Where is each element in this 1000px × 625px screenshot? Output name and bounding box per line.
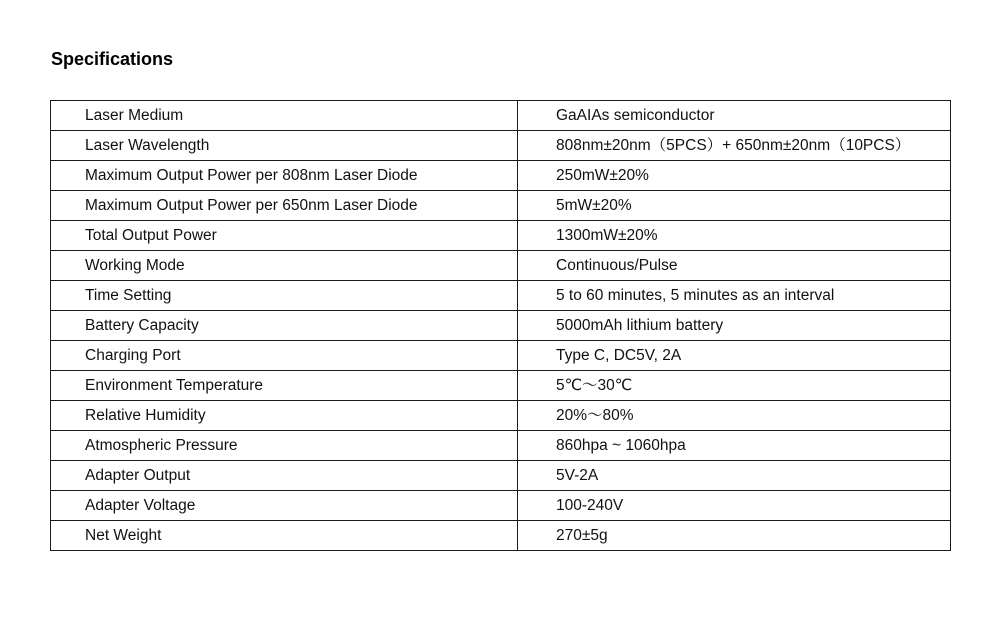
- spec-value: 270±5g: [518, 521, 951, 551]
- table-row: [51, 221, 951, 251]
- table-row: [51, 491, 951, 521]
- table-row: [51, 371, 951, 401]
- specifications-table: [50, 100, 951, 551]
- table-row: [51, 161, 951, 191]
- spec-value: 100-240V: [518, 491, 951, 521]
- spec-label: Atmospheric Pressure: [51, 431, 518, 461]
- spec-value: 5V-2A: [518, 461, 951, 491]
- spec-label: Battery Capacity: [51, 311, 518, 341]
- spec-label: Net Weight: [51, 521, 518, 551]
- table-row: [51, 431, 951, 461]
- spec-value: 808nm±20nm（5PCS）+ 650nm±20nm（10PCS）: [518, 131, 951, 161]
- spec-value: Type C, DC5V, 2A: [518, 341, 951, 371]
- spec-label: Time Setting: [51, 281, 518, 311]
- spec-label: Environment Temperature: [51, 371, 518, 401]
- spec-value: 5℃～30℃: [518, 371, 951, 401]
- spec-label: Working Mode: [51, 251, 518, 281]
- spec-value: 1300mW±20%: [518, 221, 951, 251]
- spec-value: GaAIAs semiconductor: [518, 101, 951, 131]
- spec-value: 20%～80%: [518, 401, 951, 431]
- spec-value: 5000mAh lithium battery: [518, 311, 951, 341]
- spec-label: Maximum Output Power per 808nm Laser Diode: [51, 161, 518, 191]
- spec-label: Charging Port: [51, 341, 518, 371]
- spec-value: 860hpa ~ 1060hpa: [518, 431, 951, 461]
- spec-value: 5 to 60 minutes, 5 minutes as an interval: [518, 281, 951, 311]
- table-row: [51, 281, 951, 311]
- table-row: [51, 191, 951, 221]
- table-row: [51, 461, 951, 491]
- spec-value: 5mW±20%: [518, 191, 951, 221]
- table-row: [51, 401, 951, 431]
- spec-value: Continuous/Pulse: [518, 251, 951, 281]
- table-row: [51, 311, 951, 341]
- table-row: [51, 131, 951, 161]
- spec-label: Total Output Power: [51, 221, 518, 251]
- spec-label: Laser Wavelength: [51, 131, 518, 161]
- spec-label: Relative Humidity: [51, 401, 518, 431]
- spec-label: Maximum Output Power per 650nm Laser Diode: [51, 191, 518, 221]
- table-row: [51, 101, 951, 131]
- spec-value: 250mW±20%: [518, 161, 951, 191]
- table-row: [51, 251, 951, 281]
- table-row: [51, 521, 951, 551]
- spec-label: Laser Medium: [51, 101, 518, 131]
- table-row: [51, 341, 951, 371]
- spec-label: Adapter Output: [51, 461, 518, 491]
- page-title: Specifications: [51, 49, 174, 69]
- spec-label: Adapter Voltage: [51, 491, 518, 521]
